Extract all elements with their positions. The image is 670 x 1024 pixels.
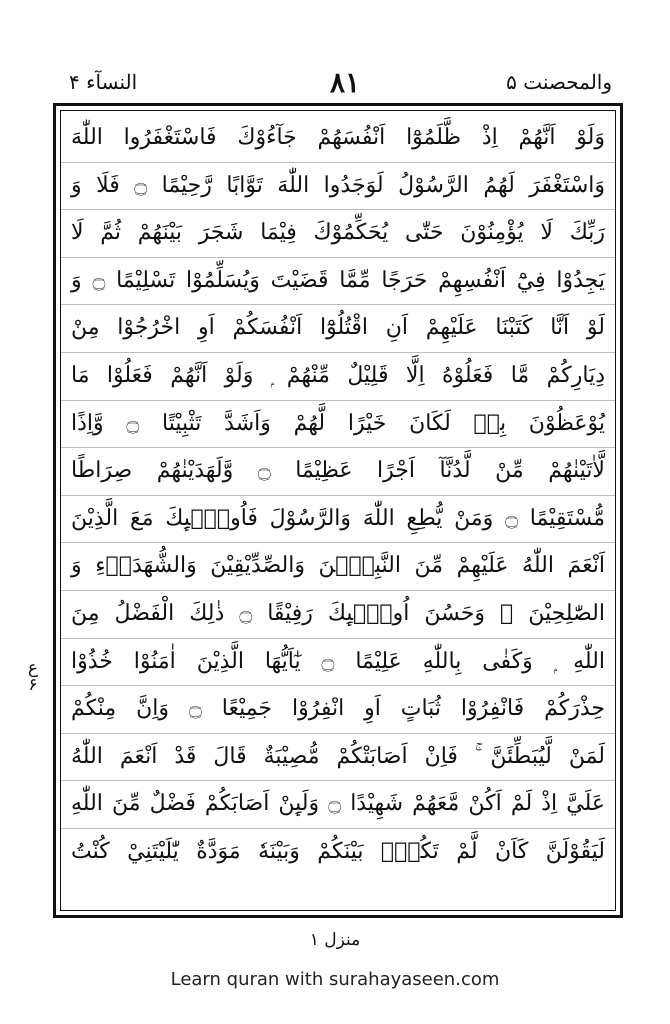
- verse-line: يَجِدُوْا فِيْٓ اَنْفُسِهِمْ حَرَجًا مِّمَّا قَضَيْتَ وَيُسَلِّمُوْا تَسْلِيْمًا ۝ وَ: [61, 258, 615, 306]
- verse-line: رَبِّكَ لَا يُؤْمِنُوْنَ حَتّٰى يُحَكِّمُوْكَ فِيْمَا شَجَرَ بَيْنَهُمْ ثُمَّ لَا: [61, 210, 615, 258]
- ruku-symbol: ع: [27, 658, 39, 678]
- verse-line: عَلَيَّ اِذْ لَمْ اَكُنْ مَّعَهُمْ شَهِيْدًا ۝ وَلَىِٕنْ اَصَابَكُمْ فَضْلٌ مِّنَ اللّٰهِ: [61, 781, 615, 829]
- juz-name-label: والمحصنت ۵: [506, 70, 612, 94]
- verse-line: مُّسْتَقِيْمًا ۝ وَمَنْ يُّطِعِ اللّٰهَ وَالرَّسُوْلَ فَاُولٰۗىِٕكَ مَعَ الَّذِيْنَ: [61, 496, 615, 544]
- verse-line: يُوْعَظُوْنَ بِهٖ لَكَانَ خَيْرًا لَّهُمْ وَاَشَدَّ تَثْبِيْتًا ۝ وَّاِذًا: [61, 401, 615, 449]
- footer-credit: Learn quran with surahayaseen.com: [170, 969, 500, 990]
- verse-line: لَيَقُوْلَنَّ كَاَنْ لَّمْ تَكُنْۢ بَيْنَكُمْ وَبَيْنَهٗ مَوَدَّةٌ يّٰلَيْتَنِيْ كُنْتُ: [71, 838, 605, 864]
- text-frame: [53, 103, 623, 918]
- verse-line: وَاسْتَغْفَرَ لَهُمُ الرَّسُوْلُ لَوَجَدُوا اللّٰهَ تَوَّابًا رَّحِيْمًا ۝ فَلَا وَ: [61, 163, 615, 211]
- verse-lines: [61, 115, 615, 910]
- manzil-label: منزل ۱: [309, 930, 361, 950]
- verse-line: الصّٰلِحِيْنَ ۚ وَحَسُنَ اُولٰۗىِٕكَ رَفِيْقًا ۝ ذٰلِكَ الْفَضْلُ مِنَ: [61, 591, 615, 639]
- verse-line: دِيَارِكُمْ مَّا فَعَلُوْهُ اِلَّا قَلِيْلٌ مِّنْهُمْ ۭ وَلَوْ اَنَّهُمْ فَعَلُوْا مَا: [61, 353, 615, 401]
- verse-line: وَلَوْ اَنَّهُمْ اِذْ ظَّلَمُوْٓا اَنْفُسَهُمْ جَآءُوْكَ فَاسْتَغْفَرُوا اللّٰهَ: [61, 115, 615, 163]
- text-frame-inner-border: [60, 110, 616, 911]
- verse-line: لَمَنْ لَّيُبَطِّئَنَّ ۚ فَاِنْ اَصَابَتْكُمْ مُّصِيْبَةٌ قَالَ قَدْ اَنْعَمَ اللّٰهُ: [61, 734, 615, 782]
- verse-line: اللّٰهِ ۭ وَكَفٰى بِاللّٰهِ عَلِيْمًا ۝ يٰٓاَيُّهَا الَّذِيْنَ اٰمَنُوْا خُذُوْا: [61, 639, 615, 687]
- ruku-marker: [20, 660, 46, 694]
- verse-line: لَّاٰتَيْنٰهُمْ مِّنْ لَّدُنَّآ اَجْرًا عَظِيْمًا ۝ وَّلَهَدَيْنٰهُمْ صِرَاطًا: [61, 448, 615, 496]
- verse-line: حِذْرَكُمْ فَانْفِرُوْا ثُبَاتٍ اَوِ انْفِرُوْا جَمِيْعًا ۝ وَاِنَّ مِنْكُمْ: [61, 686, 615, 734]
- page-number: ۸۱: [329, 66, 361, 99]
- verse-line: اَنْعَمَ اللّٰهُ عَلَيْهِمْ مِّنَ النَّبِيّٖنَ وَالصِّدِّيْقِيْنَ وَالشُّهَدَاۗءِ وَ: [61, 543, 615, 591]
- ruku-number: ۶: [28, 675, 38, 695]
- page-header: [55, 66, 620, 104]
- verse-line: لَوْ اَنَّا كَتَبْنَا عَلَيْهِمْ اَنِ اقْتُلُوْٓا اَنْفُسَكُمْ اَوِ اخْرُجُوْا مِنْ: [61, 305, 615, 353]
- surah-name-label: النسآء ۴: [69, 70, 138, 94]
